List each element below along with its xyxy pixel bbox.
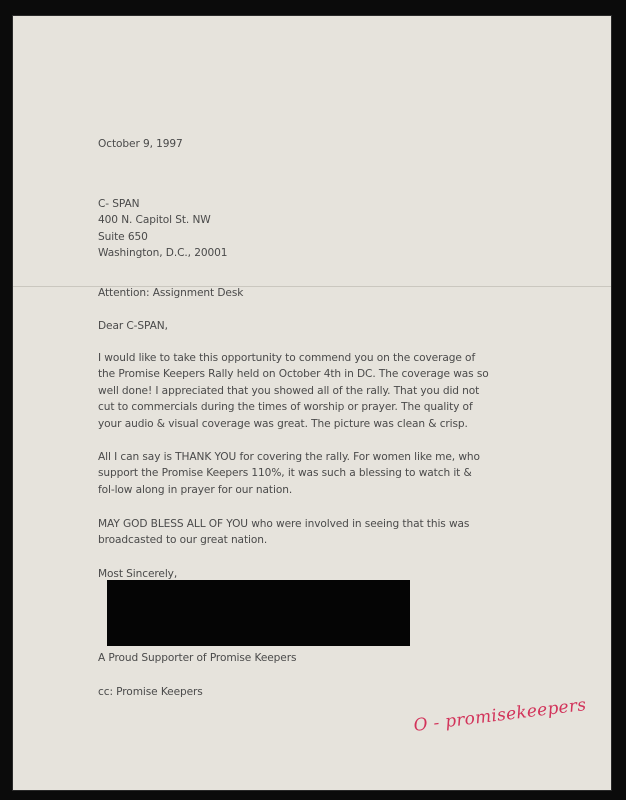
redacted-signature-block (107, 580, 410, 646)
handwritten-annotation: O - promisekeepers (412, 694, 588, 736)
body-paragraph-2: All I can say is THANK YOU for covering the rally. For women like me, who support the Promise Keepers 110%, it was such a blessing to watch it & fol-low along in prayer for our nation. (98, 451, 480, 496)
recipient-suite: Suite 650 (98, 230, 148, 243)
salutation: Dear C-SPAN, (98, 320, 168, 332)
letter-date: October 9, 1997 (98, 138, 183, 150)
body-paragraph-3: MAY GOD BLESS ALL OF YOU who were involved in seeing that this was broadcasted to our great nation. (98, 518, 470, 547)
recipient-name: C- SPAN (98, 198, 140, 210)
signature-note: A Proud Supporter of Promise Keepers (98, 652, 297, 664)
recipient-address (98, 196, 498, 262)
closing: Most Sincerely, (98, 568, 178, 580)
body-paragraph-1: I would like to take this opportunity to commend you on the coverage of the Promise Keepers Rally held on October 4th in DC. The coverage was so well done! I appreciated that you showed all of the rally. That you did not cut to commercials during the times of worship or prayer. The quality of your audio & visual coverage was great. The picture was clean & crisp. (98, 352, 489, 430)
recipient-street: 400 N. Capitol St. NW (98, 214, 211, 227)
cc-line: cc: Promise Keepers (98, 686, 203, 698)
attention-line: Attention: Assignment Desk (98, 287, 244, 299)
recipient-city: Washington, D.C., 20001 (98, 247, 228, 260)
